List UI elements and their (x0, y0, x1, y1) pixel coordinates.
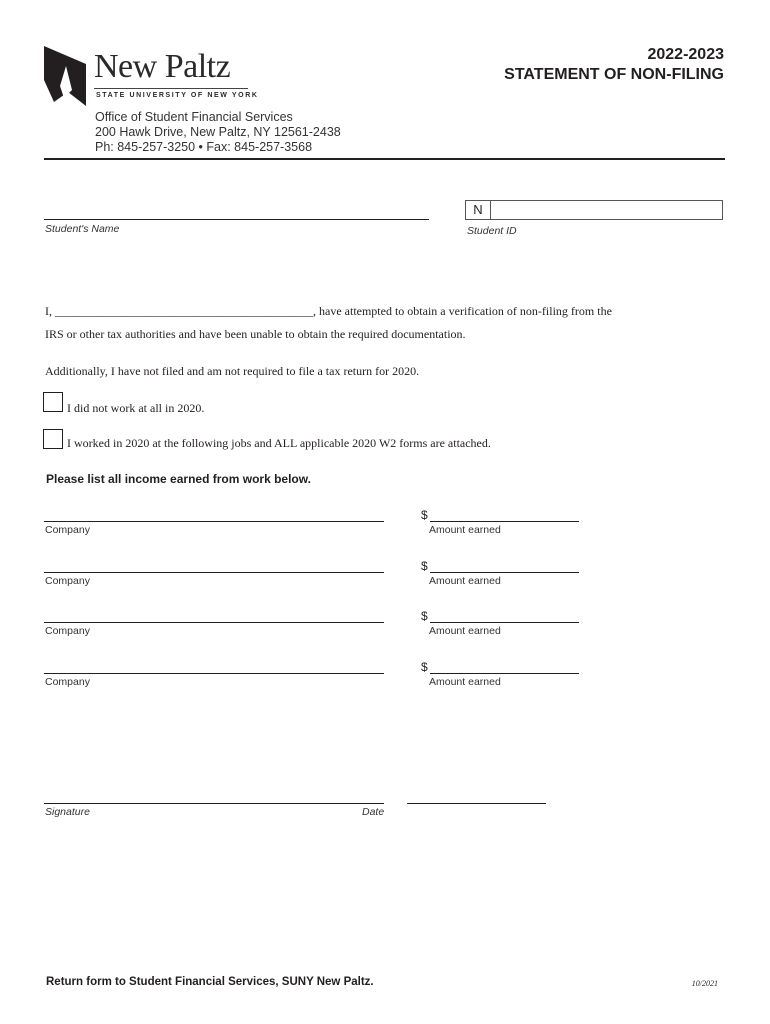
signature-field[interactable] (44, 803, 384, 804)
currency-symbol: $ (421, 559, 428, 573)
signature-label: Signature (45, 806, 90, 818)
date-field[interactable] (407, 803, 546, 804)
company-field[interactable] (44, 673, 384, 674)
student-id-prefix: N (466, 201, 491, 219)
office-phone-fax: Ph: 845-257-3250 • Fax: 845-257-3568 (95, 140, 313, 154)
statement-name-blank[interactable]: ___________________________________________ (55, 304, 313, 318)
amount-label: Amount earned (429, 524, 501, 536)
statement-suffix: , have attempted to obtain a verification of non-filing from the (313, 304, 612, 318)
statement-prefix: I, (45, 304, 52, 318)
revision-date: 10/2021 (691, 979, 718, 988)
currency-symbol: $ (421, 508, 428, 522)
company-field[interactable] (44, 622, 384, 623)
logo-name: New Paltz (94, 48, 231, 85)
amount-label: Amount earned (429, 575, 501, 587)
amount-field[interactable] (430, 673, 579, 674)
student-name-label: Student's Name (45, 223, 120, 235)
statement-line-3: Additionally, I have not filed and am not required to file a tax return for 2020. (45, 364, 420, 378)
income-heading: Please list all income earned from work below. (46, 472, 311, 486)
amount-field[interactable] (430, 572, 579, 573)
worked-checkbox[interactable] (43, 429, 63, 449)
amount-field[interactable] (430, 622, 579, 623)
office-name: Office of Student Financial Services (95, 110, 293, 124)
company-label: Company (45, 676, 90, 688)
logo-subtitle: STATE UNIVERSITY OF NEW YORK (96, 92, 259, 99)
amount-label: Amount earned (429, 676, 501, 688)
form-year: 2022-2023 (647, 46, 724, 63)
date-label: Date (362, 806, 385, 818)
student-name-field[interactable] (44, 219, 429, 220)
form-title: STATEMENT OF NON-FILING (504, 66, 724, 83)
company-label: Company (45, 575, 90, 587)
office-street: 200 Hawk Drive, New Paltz, NY 12561-2438 (95, 125, 341, 139)
statement-line-2: IRS or other tax authorities and have been unable to obtain the required documentation. (45, 327, 466, 341)
no-work-checkbox[interactable] (43, 392, 63, 412)
amount-label: Amount earned (429, 625, 501, 637)
company-label: Company (45, 524, 90, 536)
student-id-field[interactable] (465, 200, 723, 220)
company-field[interactable] (44, 572, 384, 573)
worked-label: I worked in 2020 at the following jobs and ALL applicable 2020 W2 forms are attached. (67, 436, 491, 450)
new-paltz-logo-icon (44, 46, 86, 106)
currency-symbol: $ (421, 609, 428, 623)
student-id-label: Student ID (467, 225, 517, 237)
return-instructions: Return form to Student Financial Services, SUNY New Paltz. (46, 976, 374, 988)
office-address (95, 110, 341, 155)
statement-line-1 (45, 304, 612, 319)
header-divider (44, 158, 725, 160)
amount-field[interactable] (430, 521, 579, 522)
logo-divider (94, 88, 248, 89)
company-label: Company (45, 625, 90, 637)
company-field[interactable] (44, 521, 384, 522)
no-work-label: I did not work at all in 2020. (67, 401, 205, 415)
currency-symbol: $ (421, 660, 428, 674)
